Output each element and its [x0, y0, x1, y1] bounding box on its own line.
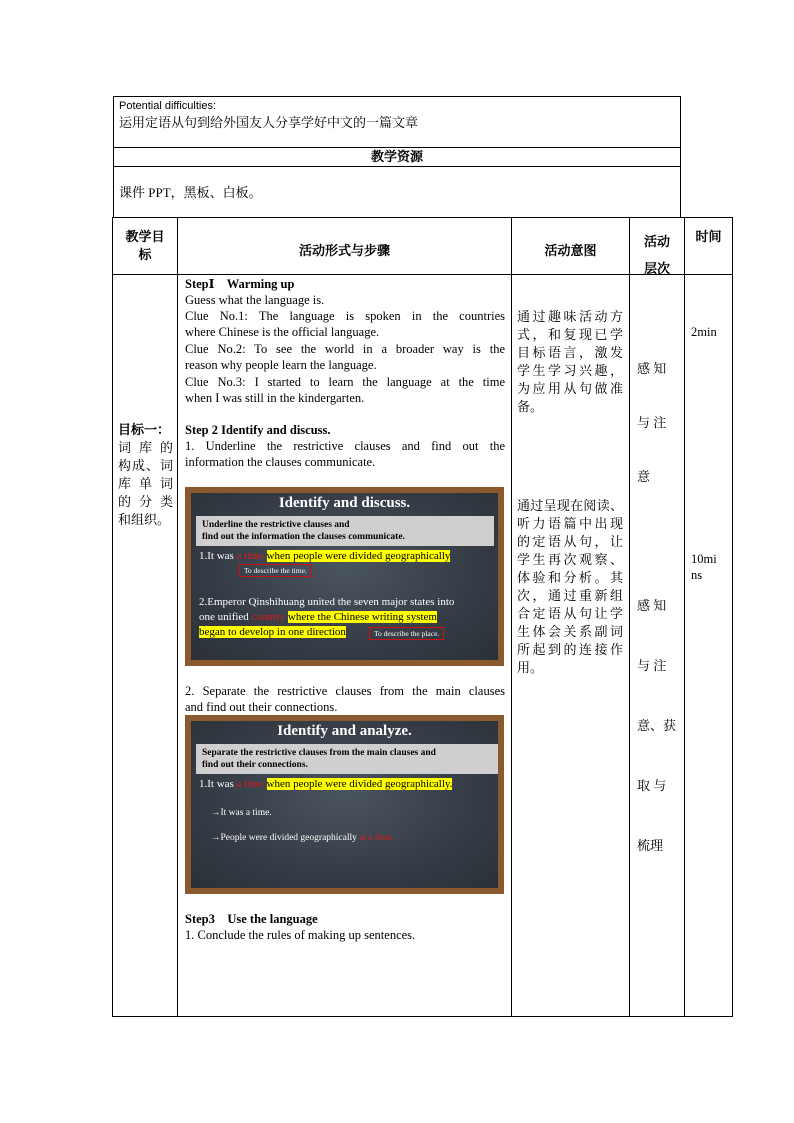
- annotation-tag: To describe the place.: [369, 627, 444, 640]
- difficulties-text: 运用定语从句到给外国友人分享学好中文的一篇文章: [119, 115, 419, 130]
- intent-cell-1: 通过趣味活动方 式，和复现已学 目标语言，激发 学生学习兴趣， 为应用从句做准 备。: [517, 309, 623, 414]
- slide-identify-analyze: [185, 715, 504, 894]
- header-time: 时间: [695, 229, 722, 244]
- header-intent: 活动意图: [544, 243, 597, 258]
- header-steps: 活动形式与步骤: [298, 243, 390, 258]
- time-cell-1: 2min: [691, 325, 717, 339]
- step1-line: Guess what the language is.: [185, 293, 325, 307]
- slide-instruction: Separate the restrictive clauses from the main clauses and find out their connections.: [196, 744, 498, 774]
- slide-sentence-2c: began to develop in one direction: [199, 626, 346, 638]
- time-cell-2: 10mi ns: [691, 552, 717, 582]
- slide-sentence-2: 2.Emperor Qinshihuang united the seven major states into: [199, 596, 455, 608]
- step1-line: reason why people learn the language.: [185, 358, 377, 372]
- step1-line: Clue No.3: I started to learn the language at the time: [185, 375, 505, 389]
- step3-title: Step3 Use the language: [185, 912, 318, 926]
- intent-cell-2: 通过呈现在阅读、 听力语篇中出现 的定语从句，让 学生再次观察、 体验和分析。其 次，通过重新组 合定语从句让学 生体会关系副词 所起到的连接作 用。: [517, 498, 623, 675]
- slide-analysis-2: →People were divided geographically at a time.: [211, 833, 395, 843]
- slide-identify-discuss: [185, 487, 504, 666]
- step1-title: StepⅠ Warming up: [185, 277, 295, 291]
- header-level: 活动 层次: [643, 234, 670, 276]
- step1-line: where Chinese is the official language.: [185, 325, 380, 339]
- slide-instruction: Underline the restrictive clauses and find out the information the clauses communicate.: [196, 516, 494, 546]
- difficulties-label: Potential difficulties:: [119, 100, 217, 112]
- slide-sentence-2b: one unified country where the Chinese writing system: [199, 611, 437, 623]
- step1-line: Clue No.1: The language is spoken in the countries: [185, 309, 505, 323]
- slide-analysis-1: →It was a time.: [211, 808, 272, 818]
- header-goal: 教学目 标: [125, 229, 165, 262]
- resources-text: 课件 PPT，黑板、白板。: [119, 185, 262, 200]
- slide-sentence-1: 1.It was a time when people were divided geographically: [199, 550, 451, 562]
- goal-cell: 目标一： 词库的 构成、词 库单词 的分类 和组织。: [118, 422, 173, 527]
- step2-title: Step 2 Identify and discuss.: [185, 423, 331, 437]
- slide-title: Identify and discuss.: [278, 495, 411, 511]
- step1-line: Clue No.2: To see the world in a broader way is the: [185, 342, 505, 356]
- step2-line: information the clauses communicate.: [185, 455, 376, 469]
- level-cell-2: 感 知 与 注 意、获 取 与 梳理: [637, 598, 677, 853]
- step2-line: 2. Separate the restrictive clauses from the main clauses: [185, 684, 505, 698]
- step2-line: 1. Underline the restrictive clauses and find out the: [185, 439, 505, 453]
- step2-line: and find out their connections.: [185, 700, 338, 714]
- slide-title: Identify and analyze.: [277, 723, 412, 739]
- step1-line: when I was still in the kindergarten.: [185, 391, 365, 405]
- slide-sentence-1: 1.It was a time when people were divided geographically.: [199, 778, 453, 790]
- step3-line: 1. Conclude the rules of making up sentences.: [185, 928, 416, 942]
- level-cell-1: 感 知 与 注 意: [637, 361, 667, 484]
- resources-header: 教学资源: [370, 149, 423, 164]
- annotation-tag: To describe the time.: [239, 564, 312, 577]
